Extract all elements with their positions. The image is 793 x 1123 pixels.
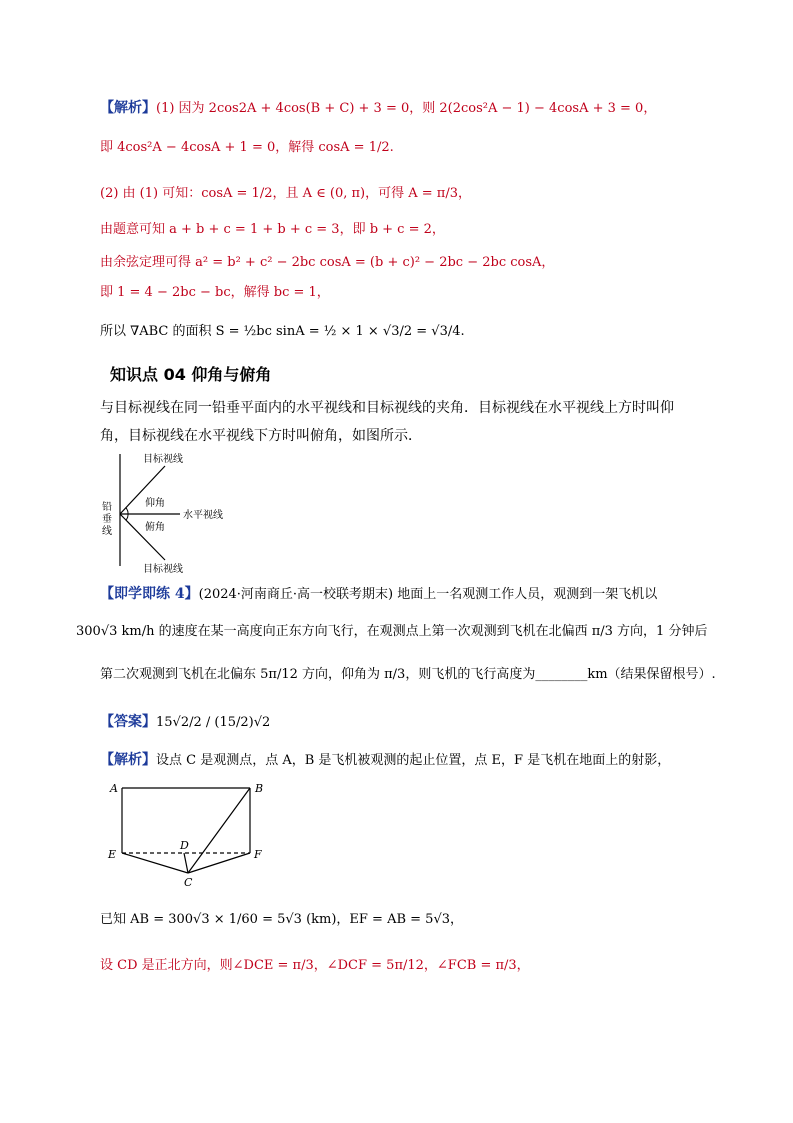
segment-CD [184,853,188,873]
solution2-line-1 [100,750,670,771]
elevation-depression-figure [95,448,255,576]
lower-target-line [120,514,165,560]
label-A: A [110,782,118,795]
label-D: D [180,839,189,852]
answer-line [100,712,270,733]
exercise-text: (2024·河南商丘·高一校联考期末) 地面上一名观测工作人员，观测到一架飞机以 [198,587,658,602]
label-C: C [184,876,193,889]
answer-text: 15√2/2 / (15/2)√2 [156,715,271,730]
bottom-target-label: 目标视线 [143,564,183,575]
segment-EC [122,853,188,873]
answer-tag: 【答案】 [100,714,156,730]
top-target-label: 目标视线 [143,454,183,465]
solution-line-5: 由余弦定理可得 a² = b² + c² − 2bc cosA = (b + c)² − 2bc − 2bc cosA， [100,255,555,270]
elevation-arc [126,508,128,514]
elevation-label: 仰角 [145,498,165,509]
solution2-text: 设点 C 是观测点，点 A，B 是飞机被观测的起止位置，点 E，F 是飞机在地面上的射影， [156,753,671,768]
exercise-line-2: 300√3 km/h 的速度在某一高度向正东方向飞行，在观测点上第一次观测到飞机在北偏西 π/3 方向，1 分钟后 [76,624,708,639]
segment-FC [188,853,250,873]
solution2-tag: 【解析】 [100,752,156,768]
solution-line-4: 由题意可知 a + b + c = 1 + b + c = 3，即 b + c = 2， [100,222,445,237]
exercise-line-3: 第二次观测到飞机在北偏东 5π/12 方向，仰角为 π/3，则飞机的飞行高度为________km（结果保留根号）. [100,667,716,682]
label-F: F [254,848,262,861]
solution-line-1 [100,98,656,119]
solution2-line-2: 已知 AB = 300√3 × 1/60 = 5√3 (km)，EF = AB = 5√3， [100,912,464,927]
solution-line-2: 即 4cos²A − 4cosA + 1 = 0，解得 cosA = 1/2. [100,140,394,155]
solution-tag: 【解析】 [100,100,156,116]
label-E: E [108,848,117,861]
depression-arc [126,514,128,520]
segment-CB [188,788,250,873]
solution-line-3: (2) 由 (1) 可知：cosA = 1/2，且 A ∈ (0, π)，可得 A = π/3， [100,186,471,201]
solution-line-7: 所以 ∇ABC 的面积 S = ½bc sinA = ½ × 1 × √3/2 = √3/4. [100,324,465,339]
vertical-label-3: 线 [102,526,112,537]
flight-geometry-figure [100,778,280,890]
exercise-line-1 [100,584,657,605]
depression-label: 俯角 [145,522,165,533]
horizontal-label: 水平视线 [183,510,223,521]
exercise-tag: 【即学即练 4】 [100,586,199,602]
solution-line-6: 即 1 = 4 − 2bc − bc，解得 bc = 1， [100,285,330,300]
label-B: B [255,782,264,795]
solution-text: (1) 因为 2cos2A + 4cos(B + C) + 3 = 0，则 2(2cos²A − 1) − 4cosA + 3 = 0， [156,101,657,116]
section-description: 与目标视线在同一铅垂平面内的水平视线和目标视线的夹角．目标视线在水平视线上方时叫仰角，目标视线在水平视线下方时叫俯角，如图所示． [100,400,674,444]
vertical-label-1: 铅 [102,502,112,513]
solution2-line-3: 设 CD 是正北方向，则∠DCE = π/3，∠DCF = 5π/12，∠FCB = π/3， [100,958,530,973]
vertical-label-2: 垂 [102,514,112,525]
section-title: 知识点 04 仰角与俯角 [110,365,272,384]
